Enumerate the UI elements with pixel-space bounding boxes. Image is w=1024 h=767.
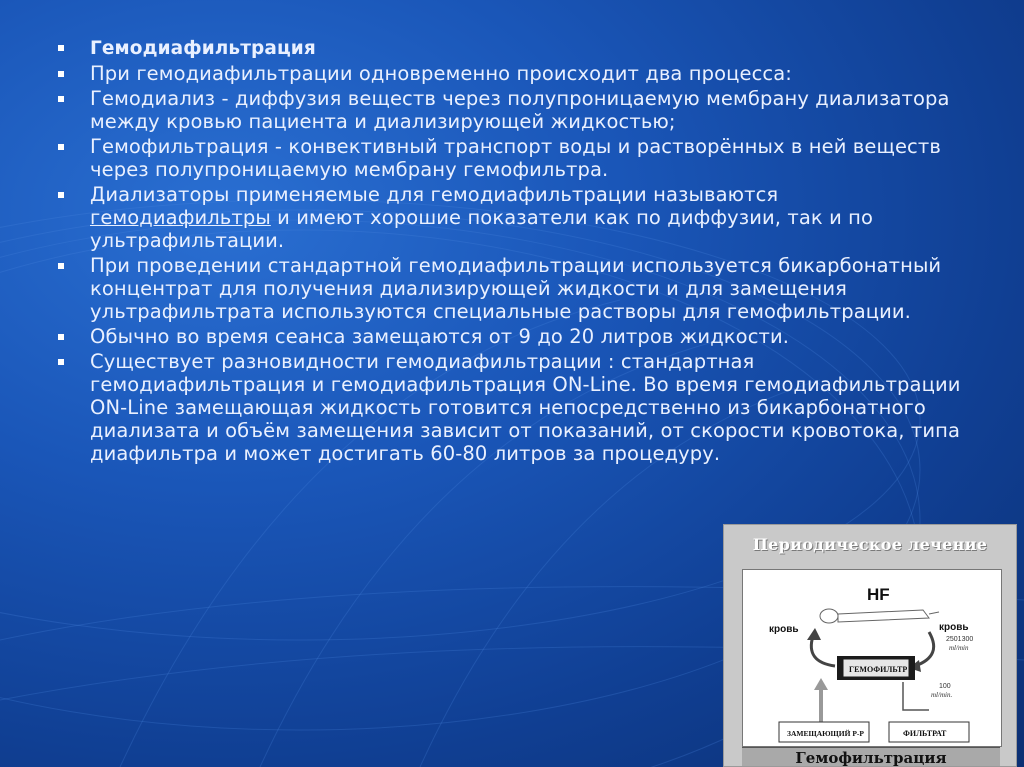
hemodiafilter-link[interactable]: гемодиафильтры [90,206,271,229]
bullet-item [52,350,962,465]
bullet-item [52,87,962,133]
bullet-text: Существует разновидности гемодиафильтрации : стандартная гемодиафильтрация и гемодиафильтрация ON-Line. Во время гемодиафильтрации ON-Line замещающая жидкость готовится непосредственно из бикарбонатного диализата и объём замещения зависит от показаний, от скорости кровотока, типа диафильтра и может достигать 60-80 литров за процедуру. [90,350,961,465]
blood-label-right: кровь [939,622,969,633]
replacement-label: ЗАМЕЩАЮЩИЙ Р-Р [787,729,864,738]
bullet-square-icon [58,334,64,340]
replacement-rate-unit: ml/min. [931,691,953,699]
replacement-rate: 100 [939,683,951,690]
bullet-item [52,183,962,252]
bullet-square-icon [58,96,64,102]
hf-label: HF [867,585,890,604]
patient-icon [820,609,939,623]
bullet-square-icon [58,45,64,51]
bullet-square-icon [58,263,64,269]
hemofilter-label: ГЕМОФИЛЬТР [849,665,908,674]
diagram-svg [743,570,1001,746]
slide-content [52,36,962,467]
blood-arrow-left-head [807,628,821,640]
filtrate-line [903,682,929,710]
bullet-item [52,135,962,181]
bullet-text: Гемодиализ - диффузия веществ через полупроницаемую мембрану диализатора между кровью пациента и диализирующей жидкостью; [90,87,950,133]
filtrate-label: ФИЛЬТРАТ [903,729,947,738]
diagram-title: Периодическое лечение [752,535,988,554]
bullet-item [52,254,962,323]
blood-arrow-right [915,632,934,666]
replacement-arrow-head [814,678,828,690]
bullet-square-icon [58,192,64,198]
bullet-text-before-link: Диализаторы применяемые для гемодиафильтрации называются [90,183,779,206]
bullet-item-heading [52,36,962,60]
bullet-text: Гемофильтрация - конвективный транспорт воды и растворённых в ней веществ через полупроницаемую мембрану гемофильтра. [90,135,941,181]
diagram-schematic [742,569,1002,747]
bullet-text: Обычно во время сеанса замещаются от 9 до 20 литров жидкости. [90,325,790,348]
bullet-text: При гемодиафильтрации одновременно происходит два процесса: [90,62,792,85]
diagram-footer: Гемофильтрация [742,747,1000,767]
bullet-square-icon [58,359,64,365]
bullet-item [52,62,962,85]
blood-arrow-left [811,636,835,666]
bullet-square-icon [58,71,64,77]
slide-heading: Гемодиафильтрация [90,38,316,59]
flow-rate: 2501300 [946,636,974,643]
blood-label-left: кровь [769,624,799,635]
hemofiltration-diagram [723,524,1017,767]
flow-rate-unit: ml/min [949,644,969,652]
bullet-text: При проведении стандартной гемодиафильтрации используется бикарбонатный концентрат для получения диализирующей жидкости и для замещения ультрафильтрата используются специальные растворы для гемофильтрации. [90,254,942,323]
bullet-text-after-link: и имеют хорошие показатели как по диффузии, так и по ультрафильтации. [90,206,874,252]
bullet-list [52,36,962,465]
bullet-square-icon [58,144,64,150]
bullet-item [52,325,962,348]
